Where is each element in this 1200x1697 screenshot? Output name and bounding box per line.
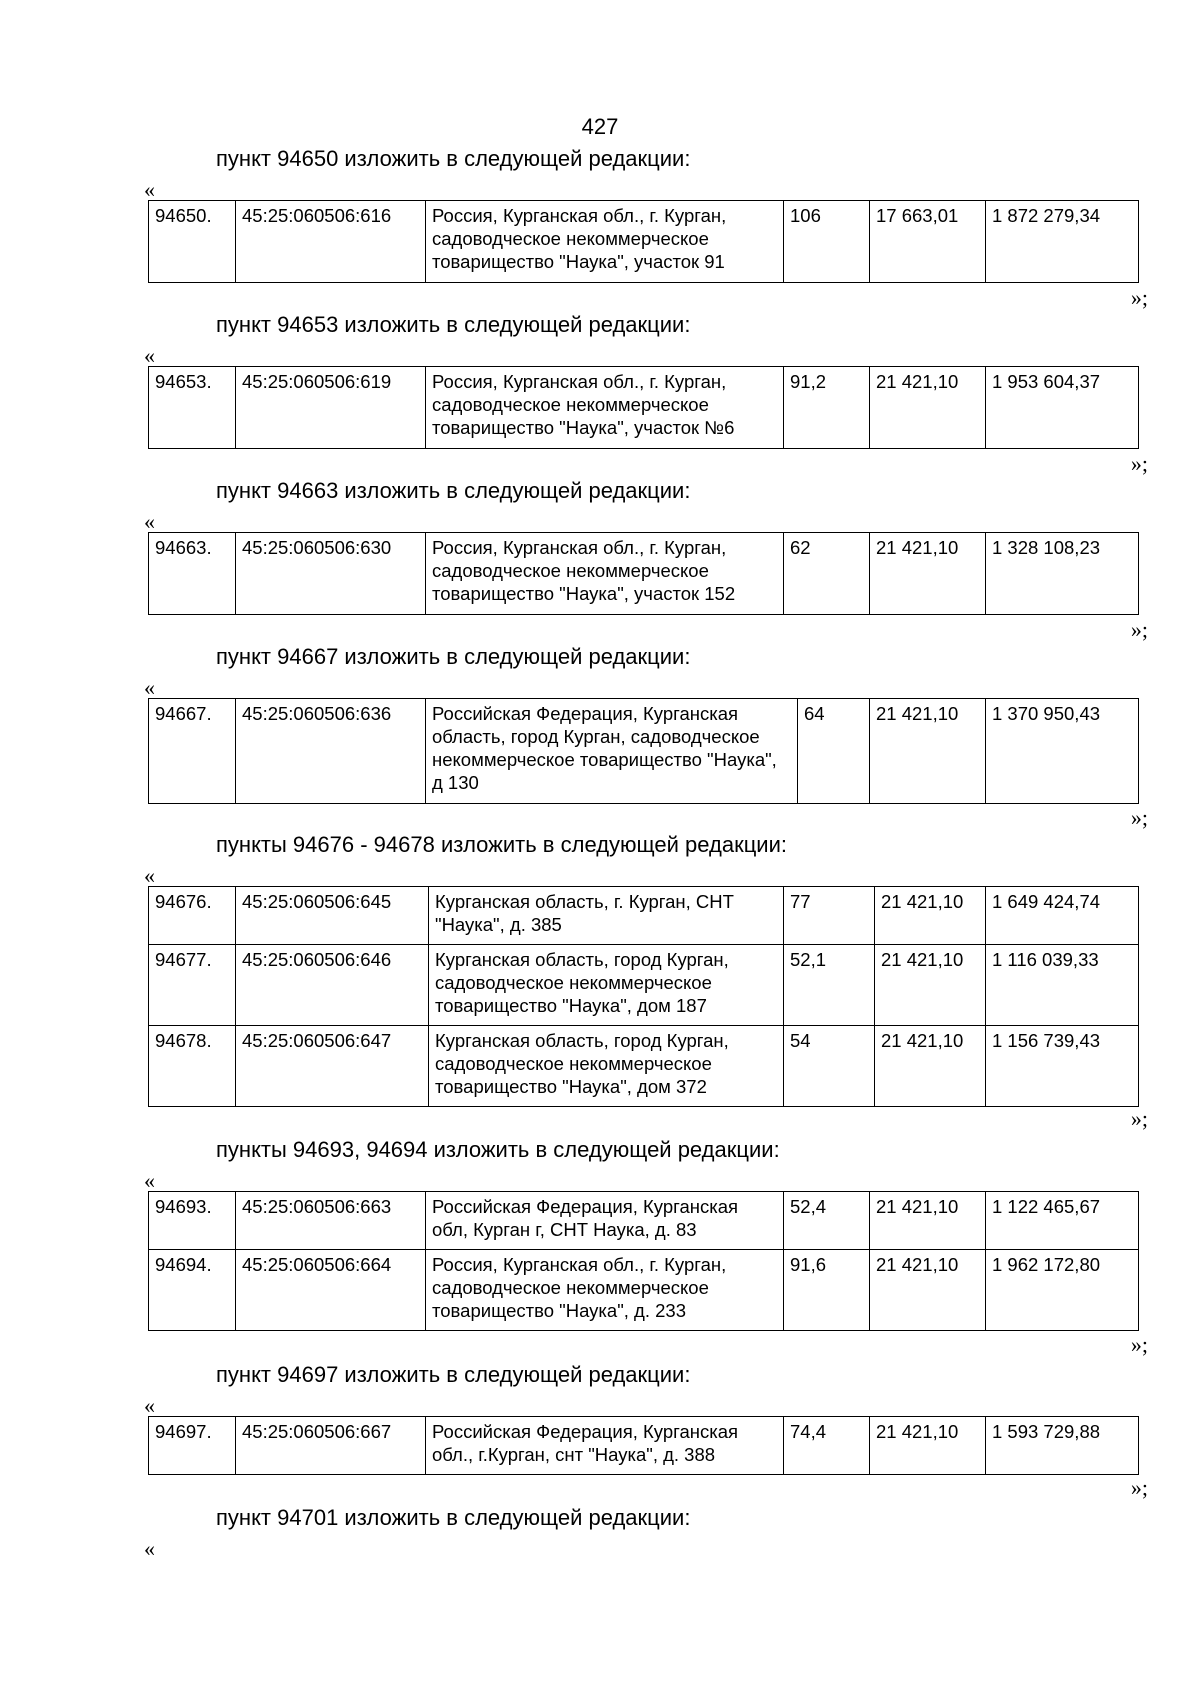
amendment-instruction: пункты 94676 - 94678 изложить в следующей редакции:	[216, 832, 788, 857]
area: 52,4	[784, 1192, 870, 1250]
open-quote: «	[144, 1393, 155, 1418]
area: 91,2	[784, 367, 870, 449]
amendment-section	[0, 1362, 1200, 1502]
unit-value: 21 421,10	[870, 1192, 986, 1250]
close-quote: »;	[1130, 805, 1148, 830]
table-row	[149, 945, 1139, 1026]
area: 74,4	[784, 1417, 870, 1475]
registry-table	[148, 200, 1139, 283]
item-number: 94667.	[149, 699, 236, 804]
amendment-instruction: пункт 94650 изложить в следующей редакции:	[216, 146, 691, 171]
cadastral-number: 45:25:060506:663	[236, 1192, 426, 1250]
address: Курганская область, город Курган, садоводческое некоммерческое товарищество "Наука", дом 372	[429, 1026, 784, 1107]
page-number: 427	[581, 114, 619, 139]
cadastral-value: 1 962 172,80	[986, 1250, 1139, 1331]
cadastral-number: 45:25:060506:616	[236, 201, 426, 283]
area: 54	[784, 1026, 875, 1107]
area: 52,1	[784, 945, 875, 1026]
cadastral-value: 1 328 108,23	[986, 533, 1139, 615]
unit-value: 21 421,10	[870, 367, 986, 449]
amendment-section	[0, 644, 1200, 830]
area: 91,6	[784, 1250, 870, 1331]
cadastral-number: 45:25:060506:664	[236, 1250, 426, 1331]
cadastral-number: 45:25:060506:645	[236, 887, 429, 945]
table-row	[149, 533, 1139, 615]
registry-table	[148, 1416, 1139, 1475]
area: 77	[784, 887, 875, 945]
area: 62	[784, 533, 870, 615]
unit-value: 21 421,10	[875, 1026, 986, 1107]
unit-value: 17 663,01	[870, 201, 986, 283]
amendment-section	[0, 312, 1200, 476]
close-quote: »;	[1130, 1475, 1148, 1500]
area: 106	[784, 201, 870, 283]
cadastral-number: 45:25:060506:647	[236, 1026, 429, 1107]
amendment-instruction: пункт 94663 изложить в следующей редакции:	[216, 478, 691, 503]
table-row	[149, 887, 1139, 945]
address: Россия, Курганская обл., г. Курган, садоводческое некоммерческое товарищество "Наука", участок 91	[426, 201, 784, 283]
address: Курганская область, город Курган, садоводческое некоммерческое товарищество "Наука", дом 187	[429, 945, 784, 1026]
registry-table	[148, 1191, 1139, 1331]
address: Россия, Курганская обл., г. Курган, садоводческое некоммерческое товарищество "Наука", участок №6	[426, 367, 784, 449]
table-row	[149, 699, 1139, 804]
registry-table	[148, 366, 1139, 449]
amendment-instruction: пункт 94701 изложить в следующей редакции:	[216, 1505, 691, 1530]
cadastral-value: 1 122 465,67	[986, 1192, 1139, 1250]
unit-value: 21 421,10	[870, 699, 986, 804]
close-quote: »;	[1130, 1106, 1148, 1131]
address: Российская Федерация, Курганская обл., г.Курган, снт "Наука", д. 388	[426, 1417, 784, 1475]
cadastral-value: 1 116 039,33	[986, 945, 1139, 1026]
open-quote: «	[144, 1168, 155, 1193]
cadastral-number: 45:25:060506:630	[236, 533, 426, 615]
cadastral-value: 1 593 729,88	[986, 1417, 1139, 1475]
amendment-section	[0, 1505, 1200, 1575]
area: 64	[798, 699, 870, 804]
item-number: 94697.	[149, 1417, 236, 1475]
amendment-section	[0, 832, 1200, 1132]
item-number: 94650.	[149, 201, 236, 283]
item-number: 94676.	[149, 887, 236, 945]
amendment-instruction: пункт 94667 изложить в следующей редакции:	[216, 644, 691, 669]
address: Российская Федерация, Курганская обл, Курган г, СНТ Наука, д. 83	[426, 1192, 784, 1250]
table-row	[149, 1417, 1139, 1475]
amendment-instruction: пункт 94697 изложить в следующей редакции:	[216, 1362, 691, 1387]
address: Россия, Курганская обл., г. Курган, садоводческое некоммерческое товарищество "Наука", участок 152	[426, 533, 784, 615]
close-quote: »;	[1130, 617, 1148, 642]
cadastral-number: 45:25:060506:646	[236, 945, 429, 1026]
close-quote: »;	[1130, 451, 1148, 476]
open-quote: «	[144, 177, 155, 202]
unit-value: 21 421,10	[870, 1250, 986, 1331]
table-row	[149, 367, 1139, 449]
open-quote: «	[144, 675, 155, 700]
cadastral-value: 1 872 279,34	[986, 201, 1139, 283]
amendment-instruction: пункты 94693, 94694 изложить в следующей редакции:	[216, 1137, 780, 1162]
open-quote: «	[144, 343, 155, 368]
table-row	[149, 1026, 1139, 1107]
item-number: 94693.	[149, 1192, 236, 1250]
address: Курганская область, г. Курган, СНТ "Наука", д. 385	[429, 887, 784, 945]
open-quote: «	[144, 1536, 155, 1561]
amendment-section	[0, 478, 1200, 642]
address: Россия, Курганская обл., г. Курган, садоводческое некоммерческое товарищество "Наука", д. 233	[426, 1250, 784, 1331]
item-number: 94677.	[149, 945, 236, 1026]
amendment-instruction: пункт 94653 изложить в следующей редакции:	[216, 312, 691, 337]
item-number: 94694.	[149, 1250, 236, 1331]
cadastral-value: 1 156 739,43	[986, 1026, 1139, 1107]
amendment-section	[0, 1137, 1200, 1357]
table-row	[149, 1250, 1139, 1331]
table-row	[149, 201, 1139, 283]
registry-table	[148, 532, 1139, 615]
cadastral-number: 45:25:060506:619	[236, 367, 426, 449]
item-number: 94653.	[149, 367, 236, 449]
item-number: 94663.	[149, 533, 236, 615]
amendment-section	[0, 146, 1200, 310]
close-quote: »;	[1130, 285, 1148, 310]
unit-value: 21 421,10	[870, 1417, 986, 1475]
address: Российская Федерация, Курганская область, город Курган, садоводческое некоммерческое товарищество "Наука", д 130	[426, 699, 798, 804]
unit-value: 21 421,10	[875, 945, 986, 1026]
cadastral-value: 1 953 604,37	[986, 367, 1139, 449]
cadastral-number: 45:25:060506:667	[236, 1417, 426, 1475]
open-quote: «	[144, 863, 155, 888]
close-quote: »;	[1130, 1332, 1148, 1357]
cadastral-number: 45:25:060506:636	[236, 699, 426, 804]
item-number: 94678.	[149, 1026, 236, 1107]
unit-value: 21 421,10	[870, 533, 986, 615]
registry-table	[148, 698, 1139, 804]
registry-table	[148, 886, 1139, 1107]
table-row	[149, 1192, 1139, 1250]
cadastral-value: 1 649 424,74	[986, 887, 1139, 945]
open-quote: «	[144, 509, 155, 534]
unit-value: 21 421,10	[875, 887, 986, 945]
cadastral-value: 1 370 950,43	[986, 699, 1139, 804]
